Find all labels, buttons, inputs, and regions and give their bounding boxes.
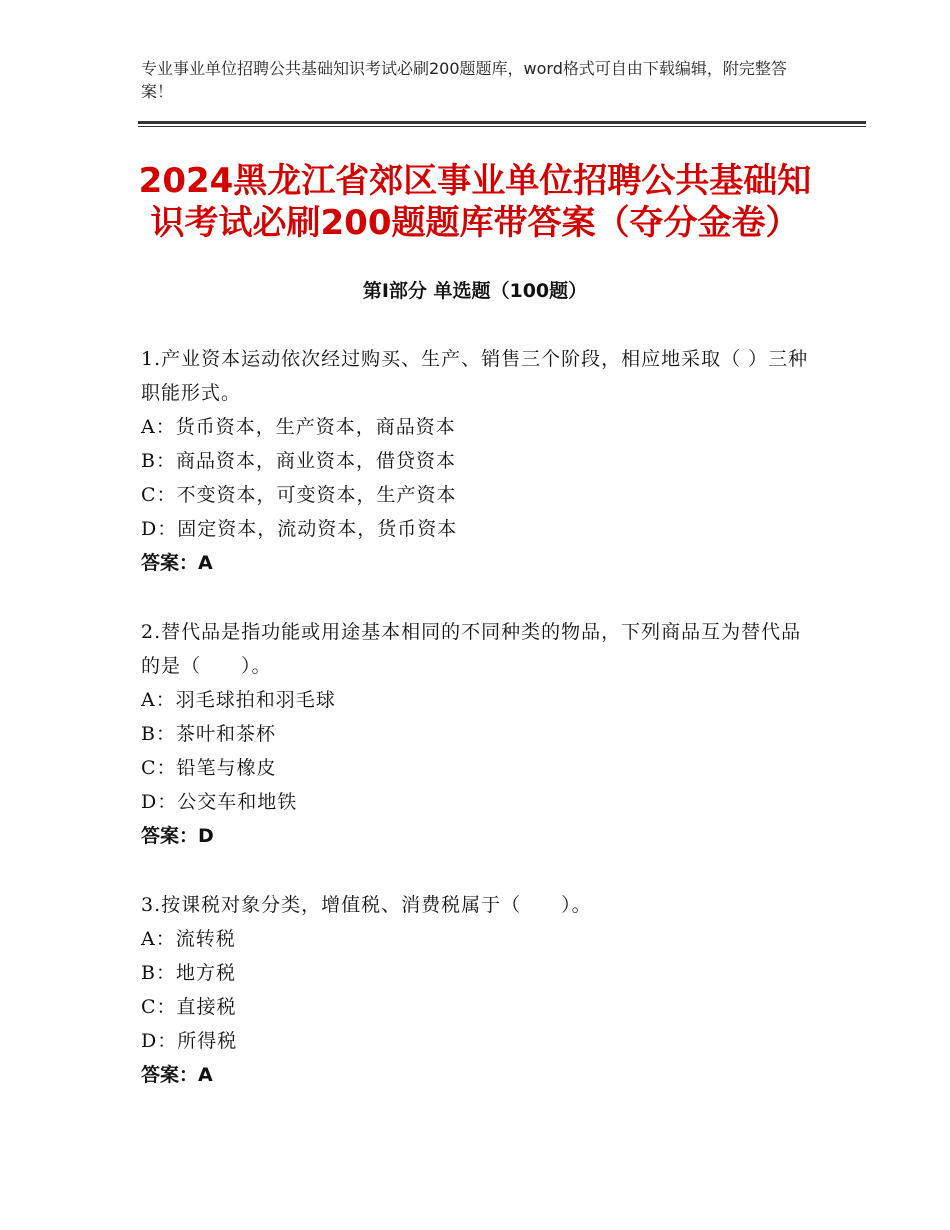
header-note: 专业事业单位招聘公共基础知识考试必刷200题题库，word格式可自由下载编辑，附完整答案！ [141, 59, 787, 101]
title-text: 2024黑龙江省郊区事业单位招聘公共基础知识考试必刷200题题库带答案（夺分金卷） [138, 161, 812, 243]
option-b: B：商品资本，商业资本，借贷资本 [141, 450, 456, 472]
option-d: D：公交车和地铁 [141, 791, 298, 813]
option-b: B：地方税 [141, 962, 236, 984]
answer: 答案：D [141, 825, 214, 847]
question-2 [141, 615, 821, 853]
option-b: B：茶叶和茶杯 [141, 723, 276, 745]
option-a: A：羽毛球拍和羽毛球 [141, 689, 336, 711]
option-d: D：固定资本，流动资本，货币资本 [141, 518, 458, 540]
question-stem: 1.产业资本运动依次经过购买、生产、销售三个阶段，相应地采取（ ）三种职能形式。 [141, 348, 809, 404]
header-rule-thick [138, 121, 866, 124]
question-stem: 2.替代品是指功能或用途基本相同的不同种类的物品，下列商品互为替代品的是（ ）。 [141, 621, 802, 677]
option-d: D：所得税 [141, 1030, 238, 1052]
section-heading: 第Ⅰ部分 单选题（100题） [362, 280, 588, 302]
option-c: C：铅笔与橡皮 [141, 757, 277, 779]
question-stem: 3.按课税对象分类，增值税、消费税属于（ ）。 [141, 894, 592, 916]
answer: 答案：A [141, 1064, 213, 1086]
question-3 [141, 888, 821, 1092]
option-a: A：流转税 [141, 928, 236, 950]
header-rule-thin [138, 126, 866, 127]
question-1 [141, 342, 821, 580]
option-c: C：直接税 [141, 996, 237, 1018]
option-c: C：不变资本，可变资本，生产资本 [141, 484, 457, 506]
document-title [0, 160, 950, 244]
option-a: A：货币资本，生产资本，商品资本 [141, 416, 456, 438]
answer: 答案：A [141, 552, 213, 574]
